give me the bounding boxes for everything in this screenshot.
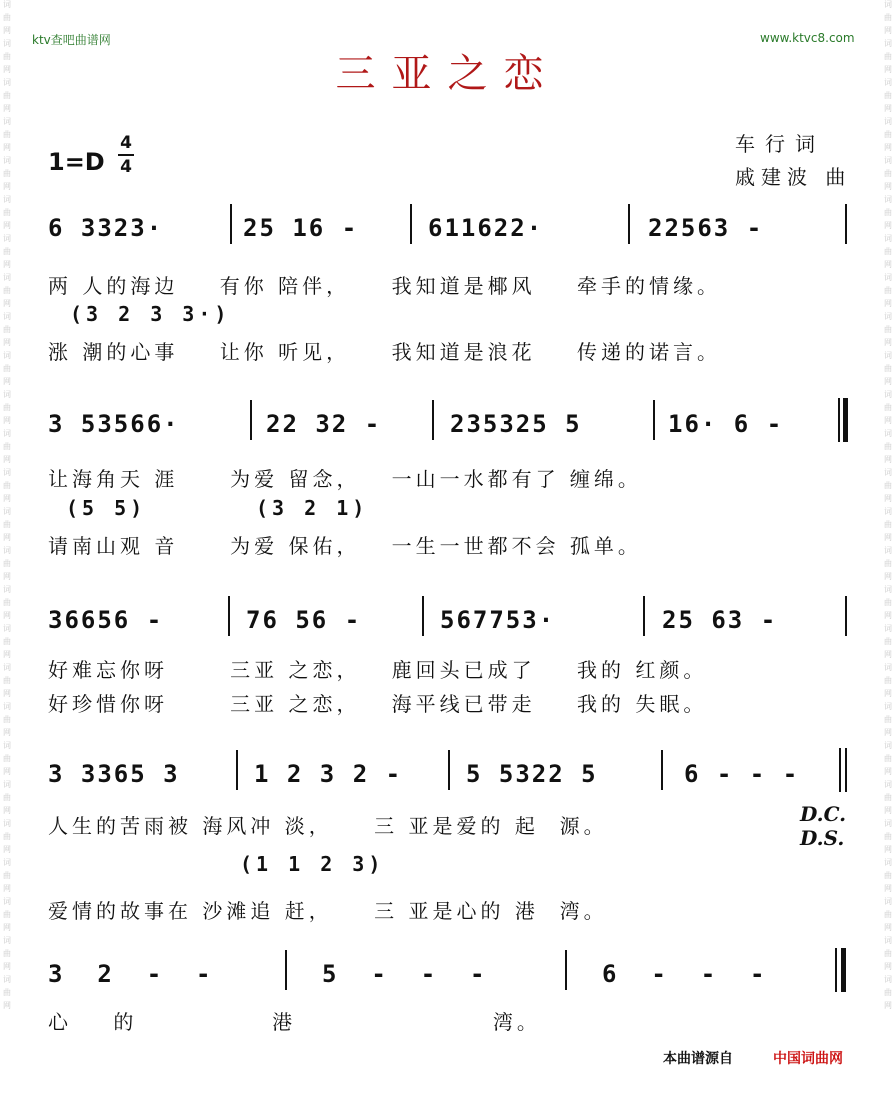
watermark-right: 词 曲 网 词 曲 网 词 曲 网 词 曲 网 词 曲 网 词 曲 网 词 曲 网 词 曲 网 词 曲 网 词 曲 网 词 曲 网 词 曲 网 词 曲 网 词 曲 网 词 曲 网 词 曲 网 词 曲 网 词 曲 网 词 曲 网 词 曲 网 词 曲 网 词 曲 网 词 曲 网 词 曲 网 词 曲 网 词 曲 网 bbox=[884, 0, 892, 1010]
time-signature bbox=[118, 132, 134, 178]
key-signature: 1=D bbox=[48, 148, 105, 176]
lyrics-row-4-verse-1: 人生的苦雨被 海风冲 淡， 三 亚是爱的 起 源。 bbox=[48, 814, 608, 838]
notation-row-3-measure-4: 25 63 - bbox=[662, 606, 778, 634]
barline bbox=[628, 204, 630, 244]
alt-notes-row-1: (3 2 3 3·) bbox=[70, 302, 231, 326]
source-site[interactable]: 中国词曲网 bbox=[773, 1051, 843, 1067]
song-title: 三亚之恋 bbox=[335, 51, 560, 97]
meter-bottom: 4 bbox=[120, 157, 132, 177]
notation-row-2-measure-1: 3 53566· bbox=[48, 410, 180, 438]
notation-row-2-measure-4: 16· 6 - bbox=[668, 410, 784, 438]
barline bbox=[410, 204, 412, 244]
notation-row-4-measure-2: 1 2 3 2 - bbox=[254, 760, 403, 788]
barline bbox=[236, 750, 238, 790]
barline bbox=[653, 400, 655, 440]
notation-row-5-measure-1: 3 2 - - bbox=[48, 960, 213, 988]
notation-row-3-measure-1: 36656 - bbox=[48, 606, 164, 634]
lyrics-row-3-verse-2: 好珍惜你呀 三亚 之恋， 海平线已带走 我的 失眠。 bbox=[48, 692, 708, 716]
notation-row-1-measure-4: 22563 - bbox=[648, 214, 764, 242]
notation-row-5-measure-2: 5 - - - bbox=[322, 960, 487, 988]
lyrics-row-1-verse-1: 两 人的海边 有你 陪伴， 我知道是椰风 牵手的情缘。 bbox=[48, 274, 722, 298]
notation-row-1-measure-3: 611622· bbox=[428, 214, 544, 242]
lyricist-credit: 车行词 bbox=[735, 132, 825, 156]
barline bbox=[643, 596, 645, 636]
barline bbox=[250, 400, 252, 440]
notation-row-3-measure-3: 567753· bbox=[440, 606, 556, 634]
barline bbox=[285, 950, 287, 990]
barline bbox=[422, 596, 424, 636]
site-name-left: ktv查吧曲谱网 bbox=[32, 33, 111, 47]
notation-row-1-measure-1: 6 3323· bbox=[48, 214, 164, 242]
notation-row-2-measure-2: 22 32 - bbox=[266, 410, 382, 438]
double-barline bbox=[839, 748, 841, 792]
barline bbox=[432, 400, 434, 440]
meter-top: 4 bbox=[120, 133, 132, 153]
barline bbox=[230, 204, 232, 244]
source-label: 本曲谱源自 bbox=[663, 1051, 733, 1067]
lyrics-row-3-verse-1: 好难忘你呀 三亚 之恋， 鹿回头已成了 我的 红颜。 bbox=[48, 658, 708, 682]
notation-row-4-measure-1: 3 3365 3 bbox=[48, 760, 180, 788]
barline bbox=[661, 750, 663, 790]
da-capo-mark: D.C. bbox=[800, 802, 847, 826]
composer-credit: 戚建波 曲 bbox=[735, 165, 852, 189]
dal-segno-mark: D.S. bbox=[800, 826, 845, 850]
alt-notes-row-2-b: (3 2 1) bbox=[256, 496, 369, 520]
barline bbox=[565, 950, 567, 990]
notation-row-3-measure-2: 76 56 - bbox=[246, 606, 362, 634]
lyrics-row-2-verse-1: 让海角天 涯 为爱 留念， 一山一水都有了 缠绵。 bbox=[48, 467, 642, 491]
double-barline bbox=[845, 748, 847, 792]
notation-row-4-measure-3: 5 5322 5 bbox=[466, 760, 598, 788]
repeat-barline bbox=[838, 398, 840, 442]
barline bbox=[845, 596, 847, 636]
repeat-barline-thick bbox=[843, 398, 848, 442]
lyrics-row-5: 心 的 港 湾。 bbox=[48, 1010, 541, 1034]
lyrics-row-4-verse-2: 爱情的故事在 沙滩追 赶， 三 亚是心的 港 湾。 bbox=[48, 899, 608, 923]
final-barline bbox=[835, 948, 837, 992]
notation-row-5-measure-3: 6 - - - bbox=[602, 960, 767, 988]
watermark-left: 词 曲 网 词 曲 网 词 曲 网 词 曲 网 词 曲 网 词 曲 网 词 曲 网 词 曲 网 词 曲 网 词 曲 网 词 曲 网 词 曲 网 词 曲 网 词 曲 网 词 曲 网 词 曲 网 词 曲 网 词 曲 网 词 曲 网 词 曲 网 词 曲 网 词 曲 网 词 曲 网 词 曲 网 词 曲 网 词 曲 网 bbox=[3, 0, 11, 1010]
site-url-right: www.ktvc8.com bbox=[760, 31, 855, 45]
lyrics-row-2-verse-2: 请南山观 音 为爱 保佑， 一生一世都不会 孤单。 bbox=[48, 534, 642, 558]
barline bbox=[448, 750, 450, 790]
notation-row-1-measure-2: 25 16 - bbox=[243, 214, 359, 242]
lyrics-row-1-verse-2: 涨 潮的心事 让你 听见， 我知道是浪花 传递的诺言。 bbox=[48, 340, 722, 364]
notation-row-2-measure-3: 235325 5 bbox=[450, 410, 582, 438]
final-barline-thick bbox=[841, 948, 846, 992]
barline bbox=[228, 596, 230, 636]
alt-notes-row-2-a: (5 5) bbox=[66, 496, 147, 520]
alt-notes-row-4: (1 1 2 3) bbox=[240, 852, 385, 876]
barline bbox=[845, 204, 847, 244]
notation-row-4-measure-4: 6 - - - bbox=[684, 760, 800, 788]
